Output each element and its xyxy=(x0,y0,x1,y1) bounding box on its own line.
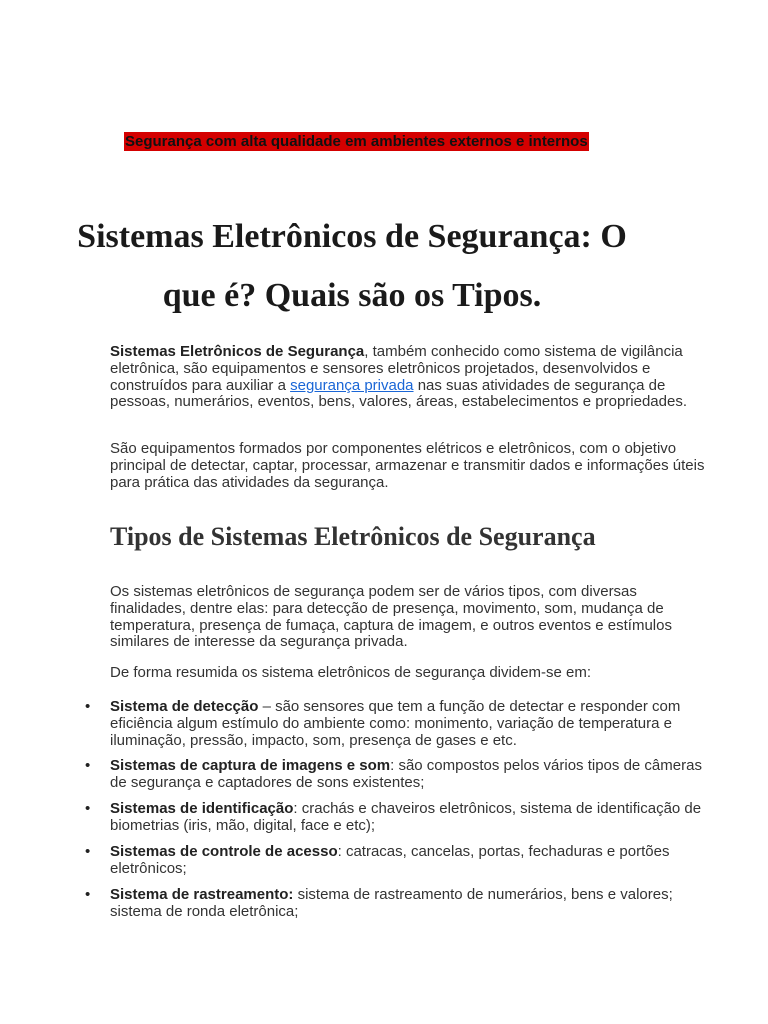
list-item-text: : catracas, cancelas, portas, fechaduras e portões eletrônicos; xyxy=(110,843,670,877)
section-heading: Tipos de Sistemas Eletrônicos de Segurança xyxy=(110,522,596,551)
list-item-access-control xyxy=(110,844,710,878)
list-item-detection xyxy=(110,699,710,749)
list-bullet: • xyxy=(85,886,91,903)
section-paragraph-2: De forma resumida os sistema eletrônicos de segurança dividem-se em: xyxy=(110,664,592,681)
list-item-title: Sistemas de identificação xyxy=(110,800,294,817)
intro-paragraph xyxy=(110,344,710,411)
intro-bold-term: Sistemas Eletrônicos de Segurança xyxy=(110,343,365,360)
list-item-text: – são sensores que tem a função de detectar e responder com eficiência algum estímulo do ambiente como: monimento, variação de temperatura e iluminação, pressão, impacto, som, presença de gases e etc. xyxy=(110,698,681,749)
list-item-title: Sistema de detecção xyxy=(110,698,259,715)
list-item-title: Sistema de rastreamento: xyxy=(110,886,294,903)
body-paragraph-2: São equipamentos formados por componentes elétricos e eletrônicos, com o objetivo principal de detectar, captar, processar, armazenar e transmitir dados e informações úteis para prática das atividades da segurança. xyxy=(110,440,705,491)
list-bullet: • xyxy=(85,800,91,817)
list-bullet: • xyxy=(85,757,91,774)
list-item-identification xyxy=(110,801,710,835)
list-item-text: : crachás e chaveiros eletrônicos, sistema de identificação de biometrias (iris, mão, digital, face e etc); xyxy=(110,800,702,834)
list-item-capture xyxy=(110,758,710,792)
list-item-text: sistema de rastreamento de numerários, bens e valores; sistema de ronda eletrônica; xyxy=(110,886,673,920)
section-paragraph-1: Os sistemas eletrônicos de segurança podem ser de vários tipos, com diversas finalidades, dentre elas: para detecção de presença, movimento, som, mudança de temperatura, presença de fumaça, captura de imagem, e outros eventos e estímulos similares de interesse da segurança privada. xyxy=(110,583,672,651)
intro-text-2: nas suas atividades de segurança de pessoas, numerários, eventos, bens, valores, áreas, estabelecimentos e propriedades. xyxy=(110,376,687,411)
list-bullet: • xyxy=(85,698,91,715)
list-item-tracking xyxy=(110,887,710,921)
list-bullet: • xyxy=(85,843,91,860)
list-item-title: Sistemas de captura de imagens e som xyxy=(110,757,391,774)
page-title xyxy=(60,207,644,325)
page-title-line-1: Sistemas Eletrônicos de Segurança: O xyxy=(77,218,627,255)
intro-text-1: , também conhecido como sistema de vigilância eletrônica, são equipamentos e sensores eletrônicos projetados, desenvolvidos e construídos para auxiliar a xyxy=(110,343,683,394)
highlight-banner: Segurança com alta qualidade em ambientes externos e internos xyxy=(125,133,588,150)
list-item-title: Sistemas de controle de acesso xyxy=(110,843,338,860)
private-security-link[interactable]: segurança privada xyxy=(290,376,414,394)
page-title-line-2: que é? Quais são os Tipos. xyxy=(162,277,542,314)
list-item-text: : são compostos pelos vários tipos de câmeras de segurança e captadores de sons existentes; xyxy=(110,757,702,791)
